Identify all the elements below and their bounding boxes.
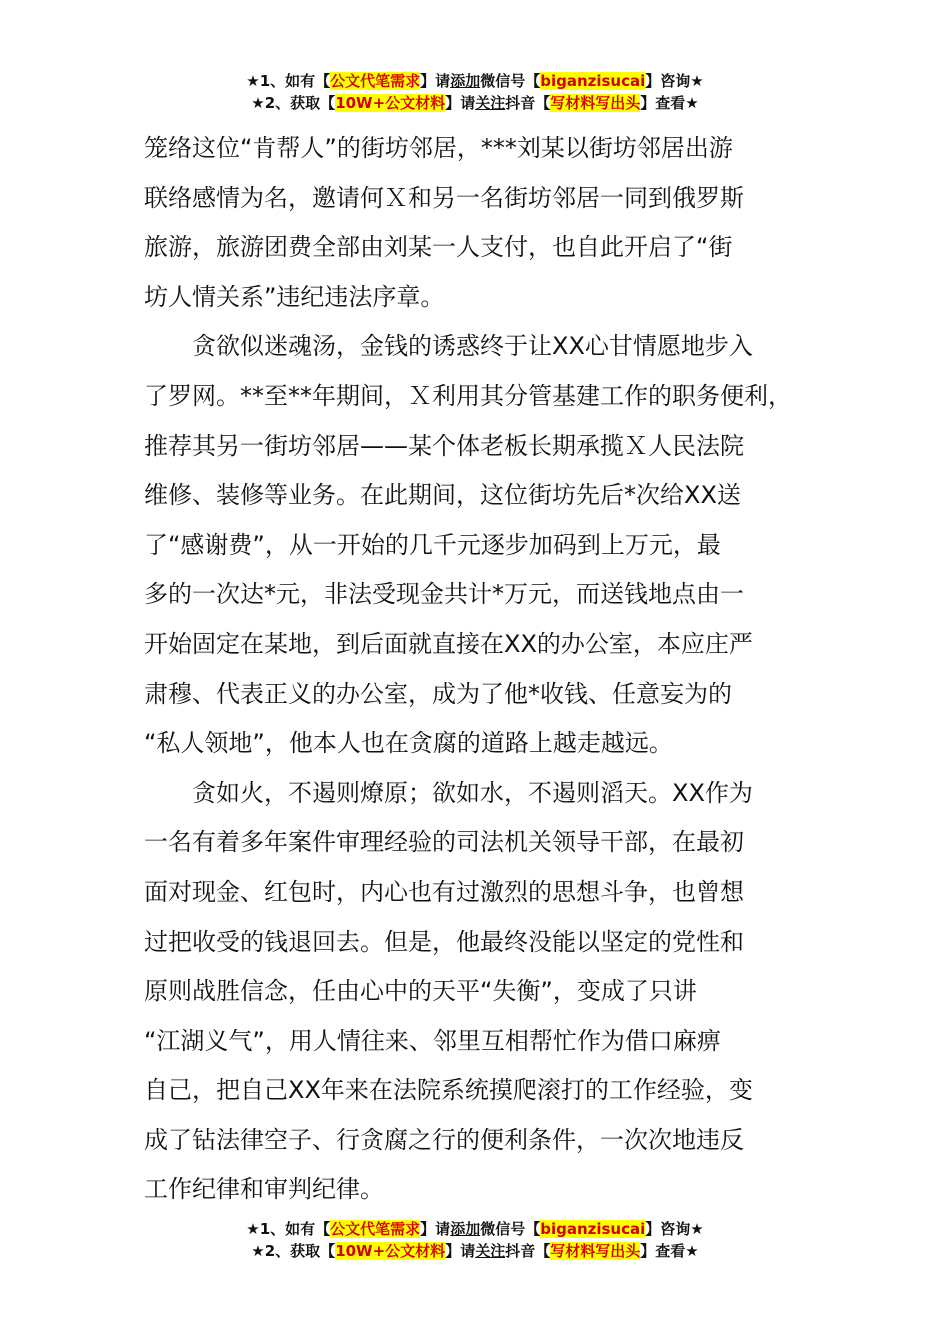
text-line: 成了钻法律空子、行贪腐之行的便利条件，一次次地违反	[144, 1125, 744, 1154]
banner-line-1: ★1、如有【公文代笔需求】请添加微信号【biganzisucai】咨询★	[246, 72, 704, 90]
banner-line-2: ★2、获取【10W+公文材料】请关注抖音【写材料写出头】查看★	[251, 94, 699, 112]
text-line: 自己，把自己XX年来在法院系统摸爬滚打的工作经验，变	[144, 1076, 753, 1105]
text-line: 一名有着多年案件审理经验的司法机关领导干部，在最初	[144, 828, 744, 857]
highlight-text: 公文代笔需求	[330, 1220, 421, 1238]
text-line: 坊人情关系”违纪违法序章。	[144, 282, 445, 311]
text-line: 多的一次达*元，非法受现金共计*万元，而送钱地点由一	[144, 580, 744, 609]
text-line: 笼络这位“肯帮人”的街坊邻居，***刘某以街坊邻居出游	[144, 134, 733, 162]
header-banner	[0, 70, 950, 114]
text-line: 了罗网。**至**年期间，Ｘ利用其分管基建工作的职务便利，	[144, 381, 792, 410]
footer-banner	[0, 1218, 950, 1262]
banner-line-2: ★2、获取【10W+公文材料】请关注抖音【写材料写出头】查看★	[251, 1242, 699, 1260]
text-line: 肃穆、代表正义的办公室，成为了他*收钱、任意妄为的	[144, 679, 732, 708]
highlight-text: biganzisucai	[540, 72, 646, 90]
text-line: 贪欲似迷魂汤，金钱的诱惑终于让XX心甘情愿地步入	[192, 332, 753, 361]
text-line: “私人领地”，他本人也在贪腐的道路上越走越远。	[144, 729, 673, 758]
document-body	[144, 124, 834, 1215]
text-line: 原则战胜信念，任由心中的天平“失衡”，变成了只讲	[144, 977, 697, 1006]
text-line: 过把收受的钱退回去。但是，他最终没能以坚定的党性和	[144, 927, 744, 956]
text-line: “江湖义气”，用人情往来、邻里互相帮忙作为借口麻痹	[144, 1026, 721, 1055]
highlight-text: biganzisucai	[540, 1220, 646, 1238]
text-line: 面对现金、红包时，内心也有过激烈的思想斗争，也曾想	[144, 877, 744, 906]
highlight-text: 写材料写出头	[550, 1242, 641, 1260]
text-line: 工作纪律和审判纪律。	[144, 1175, 384, 1204]
highlight-text: 10W+公文材料	[335, 94, 446, 112]
text-line: 推荐其另一街坊邻居——某个体老板长期承揽Ｘ人民法院	[144, 431, 744, 460]
text-line: 旅游，旅游团费全部由刘某一人支付，也自此开启了“街	[144, 233, 733, 262]
text-line: 维修、装修等业务。在此期间，这位街坊先后*次给XX送	[144, 481, 741, 510]
banner-line-1: ★1、如有【公文代笔需求】请添加微信号【biganzisucai】咨询★	[246, 1220, 704, 1238]
text-line: 联络感情为名，邀请何Ｘ和另一名街坊邻居一同到俄罗斯	[144, 183, 744, 212]
text-line: 贪如火，不遏则燎原；欲如水，不遏则滔天。XX作为	[192, 778, 753, 807]
highlight-text: 10W+公文材料	[335, 1242, 446, 1260]
text-line: 开始固定在某地，到后面就直接在XX的办公室，本应庄严	[144, 629, 753, 658]
text-line: 了“感谢费”，从一开始的几千元逐步加码到上万元，最	[144, 530, 721, 559]
highlight-text: 写材料写出头	[550, 94, 641, 112]
highlight-text: 公文代笔需求	[330, 72, 421, 90]
